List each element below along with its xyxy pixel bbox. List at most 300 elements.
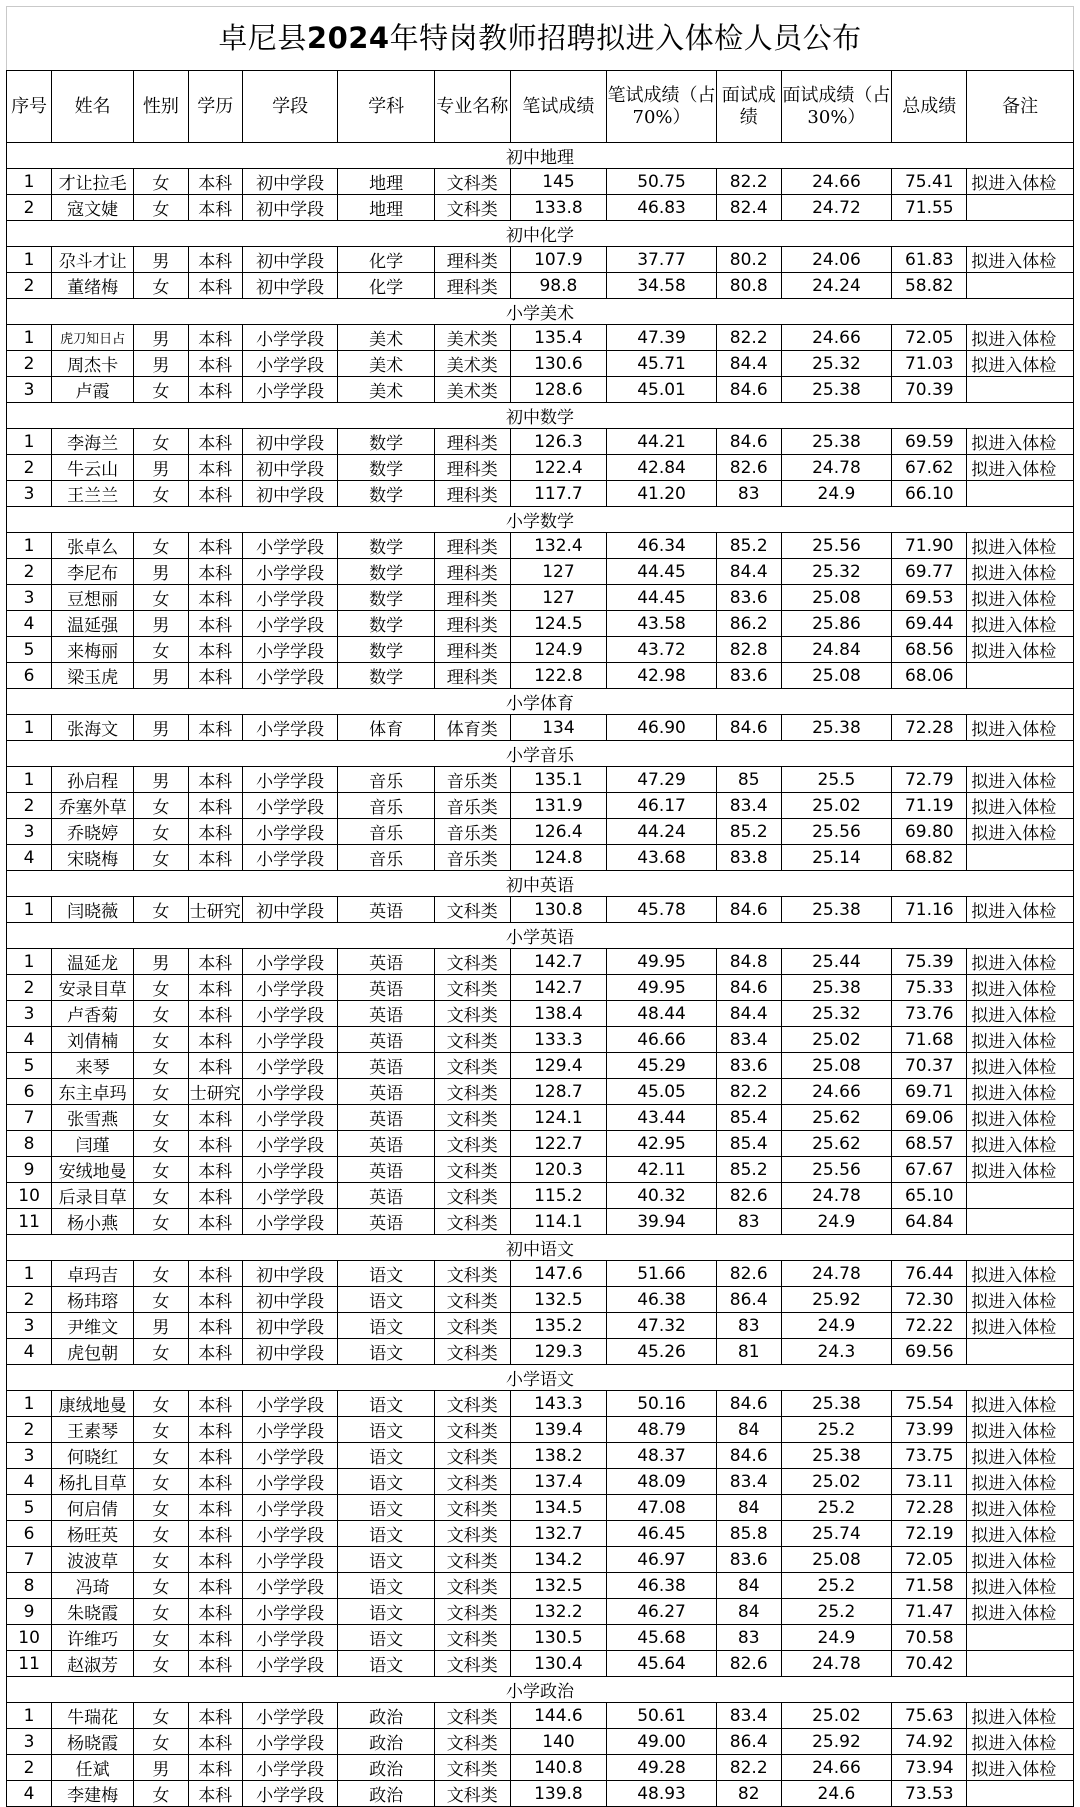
cell-interview-weighted: 24.72: [781, 195, 892, 221]
column-header-written-weighted: 笔试成绩（占70%）: [607, 71, 717, 143]
section-title: 初中地理: [7, 143, 1074, 169]
cell-subject: 数学: [338, 611, 434, 637]
cell-subject: 数学: [338, 663, 434, 689]
cell-interview-weighted: 24.3: [781, 1339, 892, 1365]
cell-seq: 8: [7, 1573, 52, 1599]
cell-gender: 女: [134, 1339, 188, 1365]
cell-written-weighted: 45.71: [607, 351, 717, 377]
cell-written-weighted: 46.27: [607, 1599, 717, 1625]
cell-seq: 2: [7, 195, 52, 221]
table-row: [7, 1209, 1074, 1235]
cell-written-score: 138.2: [510, 1443, 606, 1469]
cell-gender: 女: [134, 1599, 188, 1625]
cell-interview-weighted: 25.2: [781, 1417, 892, 1443]
cell-major: 理科类: [434, 247, 510, 273]
section-row: [7, 221, 1074, 247]
cell-gender: 女: [134, 1261, 188, 1287]
column-header-name: 姓名: [52, 71, 134, 143]
cell-name: 闫瑾: [52, 1131, 134, 1157]
cell-subject: 英语: [338, 1027, 434, 1053]
cell-written-weighted: 45.78: [607, 897, 717, 923]
cell-education: 本科: [188, 1443, 242, 1469]
section-row: [7, 299, 1074, 325]
cell-remark: 拟进入体检: [967, 1079, 1074, 1105]
cell-major: 文科类: [434, 1131, 510, 1157]
cell-total-score: 75.41: [892, 169, 967, 195]
table-row: [7, 793, 1074, 819]
cell-total-score: 71.68: [892, 1027, 967, 1053]
table-row: [7, 663, 1074, 689]
cell-remark: [967, 481, 1074, 507]
cell-total-score: 70.42: [892, 1651, 967, 1677]
cell-seq: 3: [7, 1729, 52, 1755]
cell-school-level: 小学学段: [242, 585, 337, 611]
cell-remark: 拟进入体检: [967, 1729, 1074, 1755]
cell-interview-score: 84.6: [716, 377, 781, 403]
cell-education: 本科: [188, 1183, 242, 1209]
cell-remark: [967, 273, 1074, 299]
cell-education: 本科: [188, 793, 242, 819]
cell-gender: 女: [134, 845, 188, 871]
cell-interview-weighted: 25.38: [781, 897, 892, 923]
cell-written-weighted: 47.29: [607, 767, 717, 793]
cell-subject: 政治: [338, 1755, 434, 1781]
cell-education: 本科: [188, 1391, 242, 1417]
cell-interview-weighted: 25.62: [781, 1131, 892, 1157]
cell-written-weighted: 47.32: [607, 1313, 717, 1339]
cell-gender: 女: [134, 1547, 188, 1573]
cell-gender: 女: [134, 819, 188, 845]
cell-school-level: 小学学段: [242, 1755, 337, 1781]
cell-remark: 拟进入体检: [967, 1703, 1074, 1729]
table-row: [7, 1625, 1074, 1651]
cell-written-score: 134.2: [510, 1547, 606, 1573]
cell-written-weighted: 50.75: [607, 169, 717, 195]
cell-gender: 女: [134, 1131, 188, 1157]
cell-interview-score: 82.6: [716, 1261, 781, 1287]
cell-written-score: 132.5: [510, 1287, 606, 1313]
cell-school-level: 初中学段: [242, 195, 337, 221]
cell-gender: 女: [134, 377, 188, 403]
cell-major: 理科类: [434, 637, 510, 663]
cell-written-score: 129.4: [510, 1053, 606, 1079]
cell-written-weighted: 42.98: [607, 663, 717, 689]
cell-subject: 数学: [338, 637, 434, 663]
cell-total-score: 73.11: [892, 1469, 967, 1495]
cell-education: 本科: [188, 1495, 242, 1521]
cell-written-score: 140: [510, 1729, 606, 1755]
cell-school-level: 小学学段: [242, 1443, 337, 1469]
cell-education: 本科: [188, 949, 242, 975]
cell-remark: 拟进入体检: [967, 325, 1074, 351]
cell-school-level: 初中学段: [242, 1339, 337, 1365]
cell-education: 本科: [188, 1131, 242, 1157]
cell-written-score: 137.4: [510, 1469, 606, 1495]
cell-name: 孙启程: [52, 767, 134, 793]
cell-written-score: 124.1: [510, 1105, 606, 1131]
cell-interview-score: 82.2: [716, 1079, 781, 1105]
cell-written-score: 130.6: [510, 351, 606, 377]
cell-remark: [967, 195, 1074, 221]
cell-education: 本科: [188, 845, 242, 871]
cell-major: 理科类: [434, 533, 510, 559]
cell-seq: 7: [7, 1105, 52, 1131]
cell-name: 张雪燕: [52, 1105, 134, 1131]
cell-total-score: 72.22: [892, 1313, 967, 1339]
cell-interview-score: 83.4: [716, 1027, 781, 1053]
cell-interview-score: 82.6: [716, 1183, 781, 1209]
cell-education: 本科: [188, 975, 242, 1001]
cell-major: 理科类: [434, 455, 510, 481]
cell-school-level: 小学学段: [242, 377, 337, 403]
cell-gender: 女: [134, 273, 188, 299]
cell-subject: 美术: [338, 325, 434, 351]
cell-subject: 政治: [338, 1703, 434, 1729]
cell-remark: 拟进入体检: [967, 611, 1074, 637]
cell-total-score: 71.58: [892, 1573, 967, 1599]
cell-education: 本科: [188, 1105, 242, 1131]
cell-name: 虎包朝: [52, 1339, 134, 1365]
table-row: [7, 195, 1074, 221]
table-row: [7, 1339, 1074, 1365]
cell-remark: [967, 1781, 1074, 1807]
cell-seq: 1: [7, 1703, 52, 1729]
cell-interview-weighted: 25.56: [781, 819, 892, 845]
cell-name: 豆想丽: [52, 585, 134, 611]
cell-gender: 男: [134, 949, 188, 975]
cell-education: 本科: [188, 663, 242, 689]
cell-name: 来梅丽: [52, 637, 134, 663]
cell-gender: 女: [134, 1027, 188, 1053]
cell-education: 本科: [188, 1209, 242, 1235]
cell-name: 温延强: [52, 611, 134, 637]
cell-interview-score: 85.2: [716, 819, 781, 845]
cell-interview-weighted: 25.92: [781, 1729, 892, 1755]
cell-total-score: 72.05: [892, 1547, 967, 1573]
cell-interview-weighted: 25.2: [781, 1599, 892, 1625]
cell-major: 文科类: [434, 1521, 510, 1547]
cell-seq: 1: [7, 1261, 52, 1287]
cell-school-level: 小学学段: [242, 1547, 337, 1573]
cell-education: 本科: [188, 1573, 242, 1599]
cell-total-score: 72.30: [892, 1287, 967, 1313]
cell-subject: 数学: [338, 533, 434, 559]
cell-name: 冯琦: [52, 1573, 134, 1599]
cell-subject: 化学: [338, 247, 434, 273]
cell-gender: 男: [134, 1313, 188, 1339]
cell-interview-score: 83.4: [716, 1703, 781, 1729]
cell-name: 来琴: [52, 1053, 134, 1079]
cell-written-score: 114.1: [510, 1209, 606, 1235]
cell-school-level: 小学学段: [242, 845, 337, 871]
cell-seq: 3: [7, 819, 52, 845]
cell-total-score: 76.44: [892, 1261, 967, 1287]
cell-major: 文科类: [434, 169, 510, 195]
cell-interview-score: 84.6: [716, 1443, 781, 1469]
cell-seq: 1: [7, 429, 52, 455]
cell-total-score: 73.53: [892, 1781, 967, 1807]
cell-subject: 音乐: [338, 845, 434, 871]
cell-name: 杨晓霞: [52, 1729, 134, 1755]
cell-remark: [967, 1183, 1074, 1209]
cell-interview-score: 86.4: [716, 1287, 781, 1313]
table-row: [7, 1287, 1074, 1313]
cell-gender: 女: [134, 1105, 188, 1131]
cell-seq: 4: [7, 1339, 52, 1365]
cell-major: 理科类: [434, 559, 510, 585]
cell-interview-weighted: 24.66: [781, 325, 892, 351]
cell-education: 本科: [188, 169, 242, 195]
cell-interview-score: 86.2: [716, 611, 781, 637]
table-row: [7, 1313, 1074, 1339]
cell-major: 理科类: [434, 429, 510, 455]
cell-interview-score: 84.6: [716, 1391, 781, 1417]
cell-name: 董绪梅: [52, 273, 134, 299]
cell-total-score: 69.59: [892, 429, 967, 455]
cell-interview-weighted: 25.2: [781, 1495, 892, 1521]
cell-education: 本科: [188, 1027, 242, 1053]
cell-school-level: 小学学段: [242, 559, 337, 585]
cell-seq: 2: [7, 975, 52, 1001]
cell-school-level: 小学学段: [242, 819, 337, 845]
cell-total-score: 69.77: [892, 559, 967, 585]
cell-total-score: 69.53: [892, 585, 967, 611]
cell-seq: 3: [7, 377, 52, 403]
cell-education: 本科: [188, 1053, 242, 1079]
cell-total-score: 69.80: [892, 819, 967, 845]
cell-total-score: 65.10: [892, 1183, 967, 1209]
cell-subject: 语文: [338, 1287, 434, 1313]
cell-total-score: 68.56: [892, 637, 967, 663]
cell-written-weighted: 46.17: [607, 793, 717, 819]
cell-education: 本科: [188, 1755, 242, 1781]
table-row: [7, 1157, 1074, 1183]
cell-gender: 男: [134, 611, 188, 637]
cell-written-score: 145: [510, 169, 606, 195]
cell-subject: 语文: [338, 1573, 434, 1599]
cell-name: 杨扎目草: [52, 1469, 134, 1495]
cell-interview-score: 82.2: [716, 1755, 781, 1781]
table-row: [7, 1521, 1074, 1547]
section-title: 小学语文: [7, 1365, 1074, 1391]
cell-subject: 英语: [338, 1131, 434, 1157]
cell-remark: [967, 1625, 1074, 1651]
cell-subject: 音乐: [338, 793, 434, 819]
cell-seq: 1: [7, 949, 52, 975]
cell-seq: 2: [7, 793, 52, 819]
cell-remark: 拟进入体检: [967, 1495, 1074, 1521]
section-title: 初中英语: [7, 871, 1074, 897]
cell-written-weighted: 42.84: [607, 455, 717, 481]
cell-interview-score: 85.4: [716, 1105, 781, 1131]
cell-education: 本科: [188, 195, 242, 221]
cell-remark: 拟进入体检: [967, 793, 1074, 819]
cell-interview-score: 82.6: [716, 455, 781, 481]
cell-seq: 11: [7, 1209, 52, 1235]
cell-major: 文科类: [434, 1443, 510, 1469]
cell-interview-weighted: 25.86: [781, 611, 892, 637]
cell-interview-score: 84.4: [716, 351, 781, 377]
table-row: [7, 247, 1074, 273]
cell-interview-weighted: 24.66: [781, 169, 892, 195]
cell-gender: 女: [134, 1729, 188, 1755]
section-title: 小学政治: [7, 1677, 1074, 1703]
cell-major: 理科类: [434, 585, 510, 611]
cell-major: 文科类: [434, 1547, 510, 1573]
cell-interview-weighted: 25.38: [781, 429, 892, 455]
cell-interview-score: 83.8: [716, 845, 781, 871]
cell-education: 本科: [188, 481, 242, 507]
cell-seq: 1: [7, 533, 52, 559]
cell-school-level: 小学学段: [242, 1183, 337, 1209]
cell-seq: 3: [7, 1313, 52, 1339]
cell-name: 后录目草: [52, 1183, 134, 1209]
cell-interview-weighted: 24.78: [781, 1183, 892, 1209]
cell-education: 本科: [188, 533, 242, 559]
cell-name: 东主卓玛: [52, 1079, 134, 1105]
cell-gender: 男: [134, 715, 188, 741]
section-row: [7, 1235, 1074, 1261]
cell-name: 波波草: [52, 1547, 134, 1573]
cell-gender: 女: [134, 1157, 188, 1183]
cell-written-score: 122.4: [510, 455, 606, 481]
cell-seq: 2: [7, 351, 52, 377]
cell-remark: 拟进入体检: [967, 897, 1074, 923]
cell-seq: 10: [7, 1183, 52, 1209]
cell-education: 本科: [188, 559, 242, 585]
cell-gender: 女: [134, 1417, 188, 1443]
cell-gender: 女: [134, 1391, 188, 1417]
table-row: [7, 1183, 1074, 1209]
cell-gender: 女: [134, 975, 188, 1001]
cell-major: 文科类: [434, 1755, 510, 1781]
cell-total-score: 72.05: [892, 325, 967, 351]
cell-name: 宋晓梅: [52, 845, 134, 871]
cell-name: 周杰卡: [52, 351, 134, 377]
cell-gender: 女: [134, 637, 188, 663]
cell-total-score: 73.76: [892, 1001, 967, 1027]
table-row: [7, 897, 1074, 923]
cell-remark: 拟进入体检: [967, 1053, 1074, 1079]
cell-gender: 男: [134, 1755, 188, 1781]
cell-interview-score: 85.2: [716, 1157, 781, 1183]
cell-remark: 拟进入体检: [967, 1521, 1074, 1547]
cell-interview-weighted: 25.38: [781, 1443, 892, 1469]
cell-major: 文科类: [434, 1781, 510, 1807]
cell-major: 理科类: [434, 663, 510, 689]
column-header-seq: 序号: [7, 71, 52, 143]
cell-total-score: 70.39: [892, 377, 967, 403]
cell-gender: 女: [134, 1443, 188, 1469]
cell-subject: 政治: [338, 1781, 434, 1807]
cell-major: 音乐类: [434, 845, 510, 871]
section-row: [7, 689, 1074, 715]
cell-interview-weighted: 25.74: [781, 1521, 892, 1547]
cell-major: 文科类: [434, 1391, 510, 1417]
cell-subject: 英语: [338, 1053, 434, 1079]
cell-remark: 拟进入体检: [967, 1469, 1074, 1495]
cell-written-weighted: 46.90: [607, 715, 717, 741]
cell-written-score: 135.4: [510, 325, 606, 351]
cell-seq: 1: [7, 897, 52, 923]
cell-education: 本科: [188, 1547, 242, 1573]
cell-gender: 女: [134, 1573, 188, 1599]
cell-major: 音乐类: [434, 819, 510, 845]
table-row: [7, 1599, 1074, 1625]
cell-total-score: 75.54: [892, 1391, 967, 1417]
cell-written-score: 132.4: [510, 533, 606, 559]
cell-written-weighted: 45.68: [607, 1625, 717, 1651]
cell-education: 本科: [188, 819, 242, 845]
cell-education: 本科: [188, 1313, 242, 1339]
cell-written-weighted: 49.95: [607, 975, 717, 1001]
column-header-total-score: 总成绩: [892, 71, 967, 143]
cell-interview-score: 82.6: [716, 1651, 781, 1677]
table-row: [7, 819, 1074, 845]
cell-education: 本科: [188, 325, 242, 351]
cell-subject: 音乐: [338, 767, 434, 793]
cell-name: 卢霞: [52, 377, 134, 403]
cell-education: 本科: [188, 1001, 242, 1027]
cell-remark: 拟进入体检: [967, 1755, 1074, 1781]
cell-interview-weighted: 25.08: [781, 1053, 892, 1079]
cell-major: 文科类: [434, 1261, 510, 1287]
cell-total-score: 75.33: [892, 975, 967, 1001]
cell-school-level: 小学学段: [242, 637, 337, 663]
cell-gender: 男: [134, 325, 188, 351]
cell-major: 文科类: [434, 975, 510, 1001]
cell-gender: 女: [134, 1001, 188, 1027]
cell-written-score: 132.7: [510, 1521, 606, 1547]
cell-interview-score: 84: [716, 1417, 781, 1443]
cell-name: 朱晓霞: [52, 1599, 134, 1625]
cell-name: 卓玛吉: [52, 1261, 134, 1287]
cell-school-level: 小学学段: [242, 1079, 337, 1105]
cell-gender: 女: [134, 481, 188, 507]
cell-education: 本科: [188, 247, 242, 273]
cell-major: 音乐类: [434, 793, 510, 819]
cell-written-weighted: 42.95: [607, 1131, 717, 1157]
cell-interview-weighted: 24.6: [781, 1781, 892, 1807]
cell-written-weighted: 46.45: [607, 1521, 717, 1547]
cell-interview-score: 84: [716, 1599, 781, 1625]
cell-seq: 4: [7, 611, 52, 637]
cell-interview-weighted: 25.38: [781, 715, 892, 741]
cell-school-level: 小学学段: [242, 1625, 337, 1651]
cell-written-score: 127: [510, 585, 606, 611]
cell-written-weighted: 40.32: [607, 1183, 717, 1209]
cell-subject: 英语: [338, 1209, 434, 1235]
cell-gender: 男: [134, 559, 188, 585]
cell-remark: 拟进入体检: [967, 169, 1074, 195]
cell-school-level: 小学学段: [242, 1417, 337, 1443]
cell-interview-score: 83.6: [716, 1547, 781, 1573]
cell-written-score: 132.5: [510, 1573, 606, 1599]
table-row: [7, 455, 1074, 481]
cell-interview-score: 84.6: [716, 715, 781, 741]
cell-subject: 数学: [338, 429, 434, 455]
cell-written-score: 129.3: [510, 1339, 606, 1365]
cell-total-score: 73.94: [892, 1755, 967, 1781]
cell-major: 文科类: [434, 1651, 510, 1677]
cell-gender: 女: [134, 1703, 188, 1729]
cell-school-level: 初中学段: [242, 897, 337, 923]
cell-total-score: 72.79: [892, 767, 967, 793]
cell-education: 本科: [188, 1287, 242, 1313]
cell-written-score: 127: [510, 559, 606, 585]
cell-written-score: 135.2: [510, 1313, 606, 1339]
cell-school-level: 小学学段: [242, 1053, 337, 1079]
